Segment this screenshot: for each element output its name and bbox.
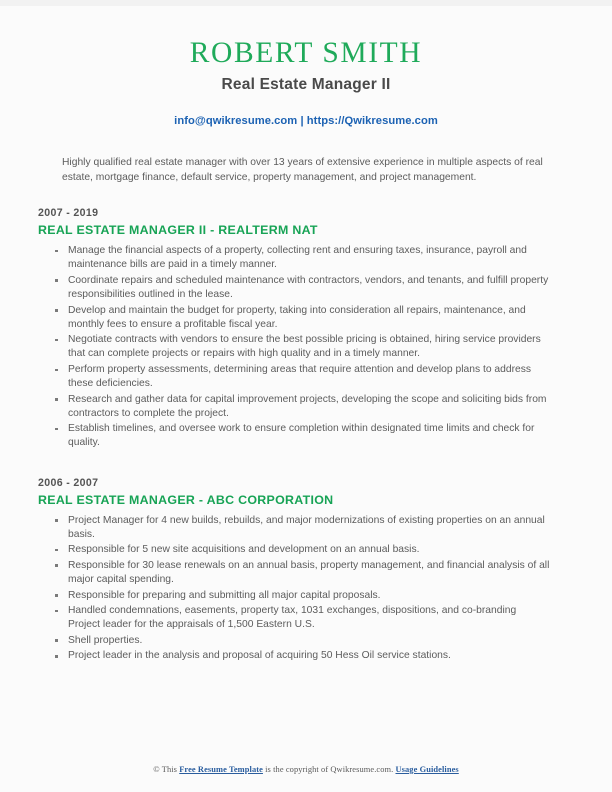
bullet-square-icon <box>55 339 58 342</box>
bullet-text: Perform property assessments, determining areas that require attention and develop plans to address these deficiencies. <box>68 364 532 390</box>
bullet-text: Project leader in the analysis and proposal of acquiring 50 Hess Oil service stations. <box>68 650 451 662</box>
list-item <box>38 333 574 361</box>
bullet-text: Manage the financial aspects of a property, collecting rent and ensuring taxes, insurance, payroll and maintenance bills are paid in a timely manner. <box>68 245 527 271</box>
bullet-square-icon <box>55 655 58 658</box>
list-item <box>38 543 574 557</box>
bullet-square-icon <box>55 549 58 552</box>
free-resume-template-link[interactable]: Free Resume Template <box>179 765 263 774</box>
bullet-text: Develop and maintain the budget for property, taking into consideration all repairs, maintenance, and monthly fees to ensure a profitable fiscal year. <box>68 304 526 330</box>
bullet-square-icon <box>55 594 58 597</box>
bullet-text: Establish timelines, and oversee work to ensure completion within designated time limits and check for quality. <box>68 423 535 449</box>
professional-summary: Highly qualified real estate manager with over 13 years of extensive experience in multiple aspects of real estate, mortgage finance, default service, property management, and project management. <box>62 157 543 183</box>
footer-middle: is the copyright of Qwikresume.com. <box>262 765 396 774</box>
list-item <box>38 514 574 542</box>
bullet-text: Coordinate repairs and scheduled maintenance with contractors, vendors, and tenants, and fulfill property responsibilities outlined in the lease. <box>68 274 549 301</box>
list-item <box>38 649 574 663</box>
list-item <box>38 304 574 332</box>
list-item <box>38 363 574 391</box>
candidate-job-title: Real Estate Manager II <box>221 75 391 93</box>
experience-bullet-list <box>38 244 574 450</box>
bullet-text: Shell properties. <box>68 634 143 646</box>
experience-dates: 2007 - 2019 <box>38 207 99 220</box>
bullet-square-icon <box>55 564 58 567</box>
experience-bullet-list <box>38 514 574 664</box>
contact-line[interactable]: info@qwikresume.com | https://Qwikresume.com <box>174 115 438 128</box>
bullet-square-icon <box>55 519 58 522</box>
list-item <box>38 393 574 421</box>
bullet-text: Responsible for 5 new site acquisitions and development on an annual basis. <box>68 544 420 556</box>
experience-title: REAL ESTATE MANAGER - ABC CORPORATION <box>38 492 334 507</box>
experience-entry <box>38 207 574 450</box>
bullet-square-icon <box>55 309 58 312</box>
resume-header <box>38 0 574 128</box>
experience-title: REAL ESTATE MANAGER II - REALTERM NAT <box>38 223 318 238</box>
bullet-text: Negotiate contracts with vendors to ensure the best possible pricing is obtained, hiring service providers that can complete projects or repairs with high quality and in a timely manner. <box>68 334 541 360</box>
bullet-square-icon <box>55 610 58 613</box>
page-footer <box>0 765 612 774</box>
bullet-text: Handled condemnations, easements, property tax, 1031 exchanges, dispositions, and co-branding Project leader for the appraisals of 1,500 Eastern U.S. <box>68 605 517 631</box>
list-item <box>38 274 574 302</box>
candidate-name: ROBERT SMITH <box>189 37 423 69</box>
bullet-square-icon <box>55 369 58 372</box>
bullet-text: Project Manager for 4 new builds, rebuilds, and major modernizations of existing properties on an annual basis. <box>68 514 545 540</box>
usage-guidelines-link[interactable]: Usage Guidelines <box>395 765 459 774</box>
bullet-square-icon <box>55 398 58 401</box>
experience-entry <box>38 477 574 664</box>
bullet-text: Responsible for 30 lease renewals on an annual basis, property management, and financial analysis of all major capital spending. <box>68 559 550 585</box>
list-item <box>38 604 574 632</box>
list-item <box>38 634 574 648</box>
bullet-square-icon <box>55 639 58 642</box>
experience-dates: 2006 - 2007 <box>38 476 99 489</box>
footer-prefix: © This <box>153 765 180 774</box>
list-item <box>38 559 574 587</box>
list-item <box>38 589 574 603</box>
bullet-text: Responsible for preparing and submitting all major capital proposals. <box>68 589 381 601</box>
bullet-square-icon <box>55 279 58 282</box>
bullet-square-icon <box>55 250 58 253</box>
bullet-square-icon <box>55 428 58 431</box>
bullet-text: Research and gather data for capital improvement projects, developing the scope and soliciting bids from contractors to complete the project. <box>68 393 547 419</box>
list-item <box>38 244 574 272</box>
list-item <box>38 422 574 450</box>
